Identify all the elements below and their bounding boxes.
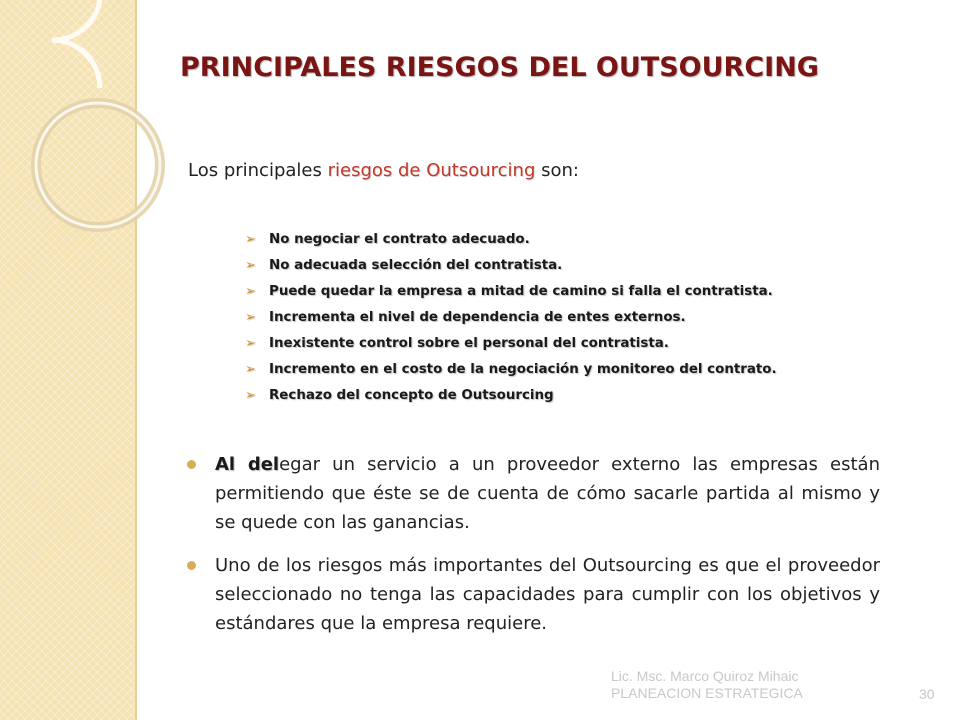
footer-course: PLANEACION ESTRATEGICA: [611, 685, 803, 701]
intro-highlight: riesgos de Outsourcing: [327, 160, 536, 181]
arrow-bullet-icon: ➢: [245, 361, 256, 377]
bullet-paragraph: [187, 450, 880, 537]
intro-after: son:: [535, 160, 579, 181]
footer-info: [611, 668, 803, 702]
risk-label: Incrementa el nivel de dependencia de entes externos.: [269, 309, 686, 325]
arrow-bullet-icon: ➢: [245, 309, 256, 325]
bullet-list: [187, 450, 880, 652]
risk-item: [245, 278, 777, 304]
bullet-paragraph: [187, 551, 880, 638]
risk-label: Puede quedar la empresa a mitad de camino si falla el contratista.: [269, 283, 773, 299]
dot-bullet-icon: [187, 460, 196, 469]
decorative-rings: [0, 0, 170, 300]
risk-item: [245, 226, 777, 252]
risk-label: No adecuada selección del contratista.: [269, 257, 563, 273]
bullet-text: Uno de los riesgos más importantes del Outsourcing es que el proveedor seleccionado no tenga las capacidades para cumplir con los objetivos y estándares que la empresa requiere.: [215, 555, 880, 634]
risk-label: Rechazo del concepto de Outsourcing: [269, 387, 554, 403]
bullet-emphasis: Al del: [215, 454, 280, 475]
footer-author: Lic. Msc. Marco Quiroz Mihaic: [611, 668, 799, 684]
risk-item: [245, 252, 777, 278]
arrow-bullet-icon: ➢: [245, 231, 256, 247]
arrow-bullet-icon: ➢: [245, 283, 256, 299]
risk-item: [245, 356, 777, 382]
risk-label: No negociar el contrato adecuado.: [269, 231, 530, 247]
arrow-bullet-icon: ➢: [245, 257, 256, 273]
dot-bullet-icon: [187, 561, 196, 570]
risk-item: [245, 382, 777, 408]
page-number: 30: [919, 686, 935, 702]
risk-item: [245, 330, 777, 356]
arrow-bullet-icon: ➢: [245, 335, 256, 351]
risk-list: [245, 226, 777, 408]
bullet-text: egar un servicio a un proveedor externo las empresas están permitiendo que éste se de cuenta de cómo sacarle partida al mismo y se quede con las ganancias.: [215, 454, 880, 533]
risk-label: Inexistente control sobre el personal del contratista.: [269, 335, 669, 351]
arrow-bullet-icon: ➢: [245, 387, 256, 403]
slide-title: PRINCIPALES RIESGOS DEL OUTSOURCING: [180, 52, 819, 83]
intro-text: [188, 160, 579, 181]
intro-before: Los principales: [188, 160, 328, 181]
risk-item: [245, 304, 777, 330]
risk-label: Incremento en el costo de la negociación y monitoreo del contrato.: [269, 361, 777, 377]
